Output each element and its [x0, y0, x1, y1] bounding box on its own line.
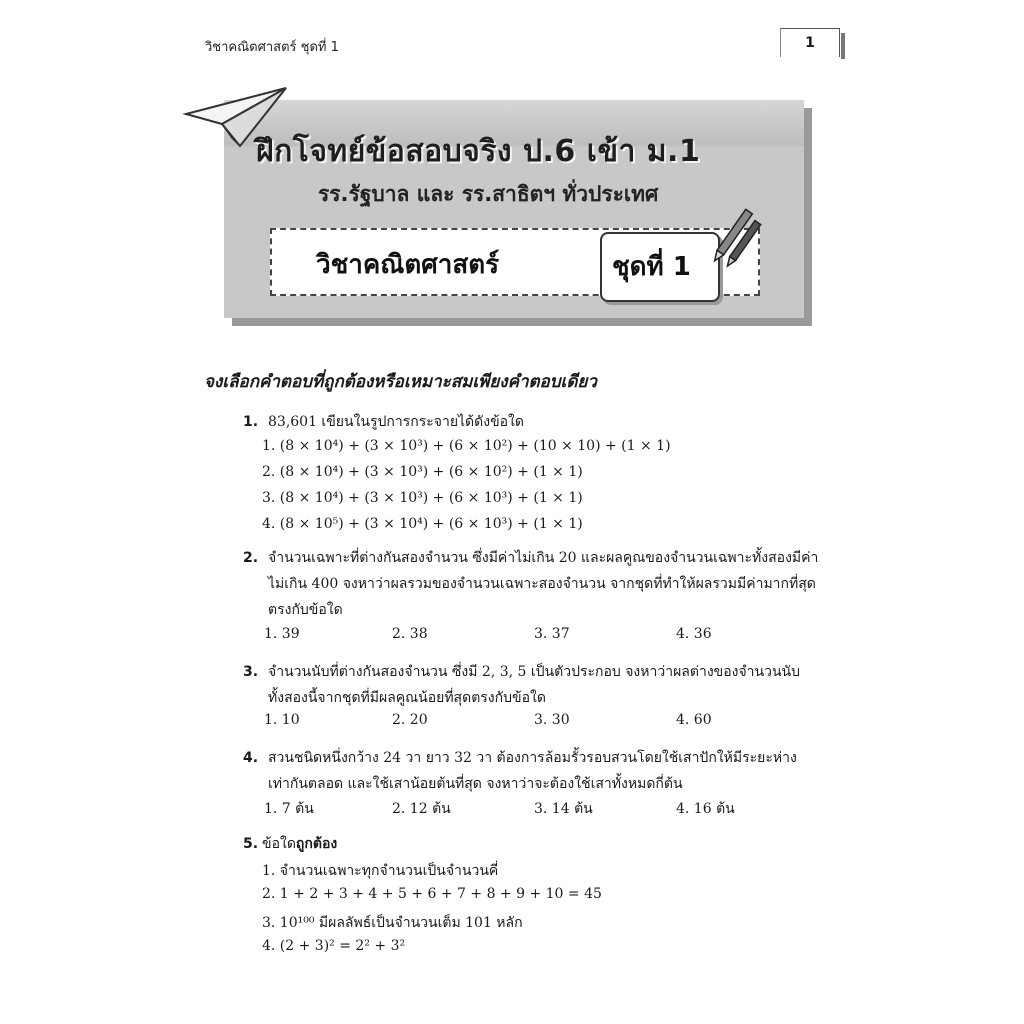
question-1-option-2: 2. (8 × 10⁴) + (3 × 10³) + (6 × 10²) + (1 × 1)	[262, 464, 583, 480]
question-4-option-1: 1. 7 ต้น	[264, 801, 314, 817]
set-label: ชุดที่ 1	[612, 252, 691, 282]
instruction: จงเลือกคำตอบที่ถูกต้องหรือเหมาะสมเพียงคำตอบเดียว	[204, 372, 597, 392]
banner-subtitle: รร.รัฐบาล และ รร.สาธิตฯ ทั่วประเทศ	[318, 182, 659, 206]
question-3-line-1: จำนวนนับที่ต่างกันสองจำนวน ซึ่งมี 2, 3, 5 เป็นตัวประกอบ จงหาว่าผลต่างของจำนวนนับ	[268, 664, 800, 680]
running-header: วิชาคณิตศาสตร์ ชุดที่ 1	[205, 40, 339, 55]
question-2-option-1: 1. 39	[264, 626, 300, 642]
page-number: 1	[805, 35, 815, 51]
question-1-option-4: 4. (8 × 10⁵) + (3 × 10⁴) + (6 × 10³) + (1 × 1)	[262, 516, 583, 532]
question-5-option-4: 4. (2 + 3)² = 2² + 3²	[262, 938, 406, 954]
question-1-option-1: 1. (8 × 10⁴) + (3 × 10³) + (6 × 10²) + (10 × 10) + (1 × 1)	[262, 438, 671, 454]
question-3-line-2: ทั้งสองนี้จากชุดที่มีผลคูณน้อยที่สุดตรงกับข้อใด	[268, 690, 546, 706]
banner-title: ฝึกโจทย์ข้อสอบจริง ป.6 เข้า ม.1	[256, 134, 701, 169]
question-2-number: 2.	[243, 550, 259, 566]
question-5-option-1: 1. จำนวนเฉพาะทุกจำนวนเป็นจำนวนคี่	[262, 863, 499, 879]
pencils-icon	[712, 206, 762, 276]
question-1-option-3: 3. (8 × 10⁴) + (3 × 10³) + (6 × 10³) + (1 × 1)	[262, 490, 583, 506]
question-4-number: 4.	[243, 750, 259, 766]
question-2-option-2: 2. 38	[392, 626, 428, 642]
question-2-line-3: ตรงกับข้อใด	[268, 602, 343, 618]
question-4-option-4: 4. 16 ต้น	[676, 801, 735, 817]
question-3-option-4: 4. 60	[676, 712, 712, 728]
question-1-number: 1.	[243, 414, 259, 430]
question-1-text: 83,601 เขียนในรูปการกระจายได้ดังข้อใด	[268, 414, 524, 430]
question-5-option-3: 3. 10¹⁰⁰ มีผลลัพธ์เป็นจำนวนเต็ม 101 หลัก	[262, 915, 523, 931]
question-3-option-3: 3. 30	[534, 712, 570, 728]
question-4-line-1: สวนชนิดหนึ่งกว้าง 24 วา ยาว 32 วา ต้องการล้อมรั้วรอบสวนโดยใช้เสาปักให้มีระยะห่าง	[268, 750, 797, 766]
question-2-line-2: ไม่เกิน 400 จงหาว่าผลรวมของจำนวนเฉพาะสองจำนวน จากชุดที่ทำให้ผลรวมมีค่ามากที่สุด	[268, 576, 816, 592]
question-3-option-2: 2. 20	[392, 712, 428, 728]
question-5-text	[262, 832, 337, 856]
question-5-option-2: 2. 1 + 2 + 3 + 4 + 5 + 6 + 7 + 8 + 9 + 10 = 45	[262, 886, 602, 902]
question-5-emphasis: ถูกต้อง	[295, 836, 338, 852]
question-4-line-2: เท่ากันตลอด และใช้เสาน้อยต้นที่สุด จงหาว่าจะต้องใช้เสาทั้งหมดกี่ต้น	[268, 776, 683, 792]
question-3-option-1: 1. 10	[264, 712, 300, 728]
question-2-option-3: 3. 37	[534, 626, 570, 642]
question-4-option-2: 2. 12 ต้น	[392, 801, 451, 817]
question-4-option-3: 3. 14 ต้น	[534, 801, 593, 817]
question-5-prefix: ข้อใด	[262, 836, 296, 852]
subject-label: วิชาคณิตศาสตร์	[316, 250, 500, 280]
question-2-option-4: 4. 36	[676, 626, 712, 642]
page-number-box	[780, 28, 840, 57]
question-2-line-1: จำนวนเฉพาะที่ต่างกันสองจำนวน ซึ่งมีค่าไม่เกิน 20 และผลคูณของจำนวนเฉพาะทั้งสองมีค่า	[268, 550, 819, 566]
question-5-number: 5.	[243, 836, 259, 852]
question-3-number: 3.	[243, 664, 259, 680]
